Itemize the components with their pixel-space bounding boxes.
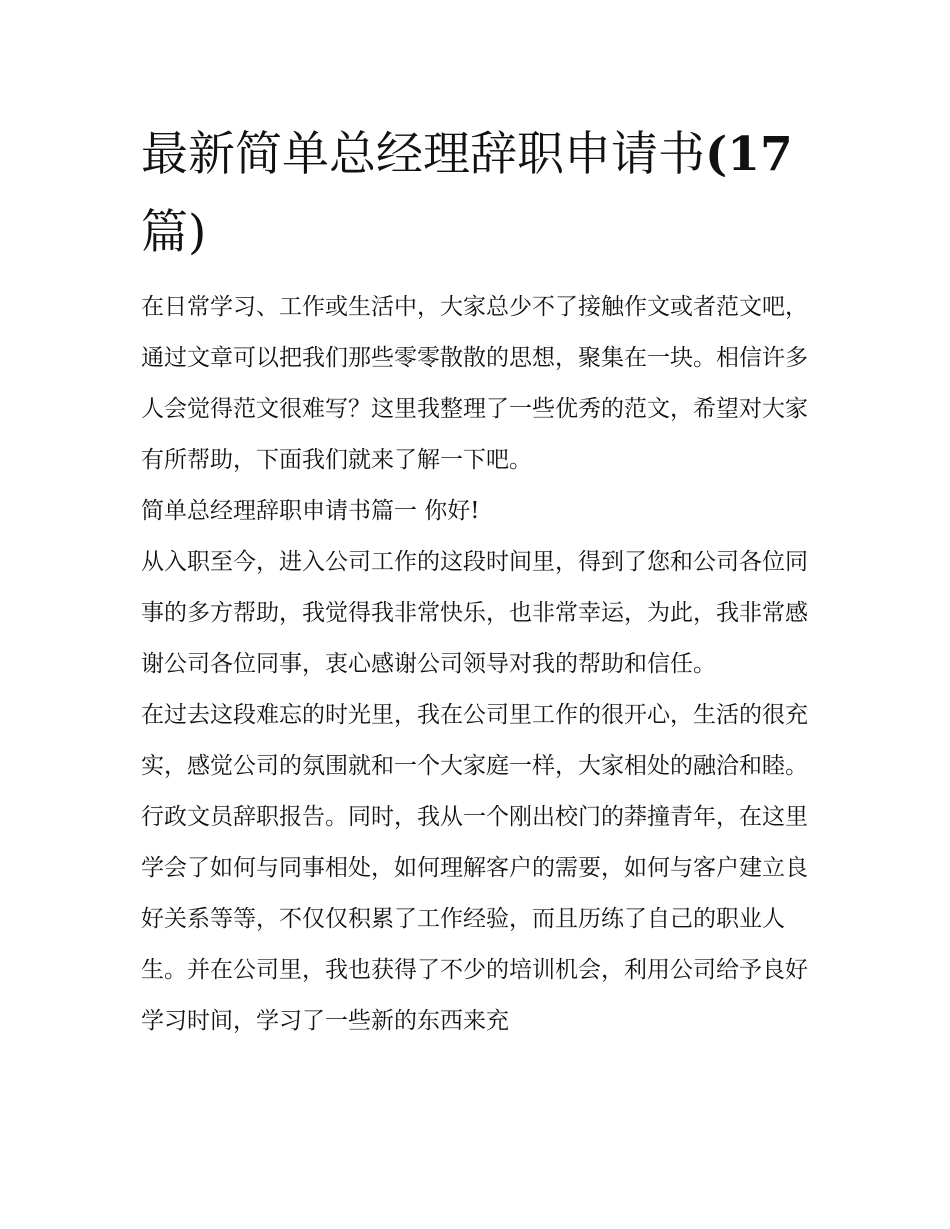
title-count: (17 [705,127,793,182]
document-title [141,116,813,272]
paragraph-intro: 在日常学习、工作或生活中，大家总少不了接触作文或者范文吧，通过文章可以把我们那些零零散散的思想，聚集在一块。相信许多人会觉得范文很难写？这里我整理了一些优秀的范文，希望对大家有所帮助，下面我们就来了解一下吧。 [141,294,808,473]
title-tail: 篇) [141,205,207,260]
paragraph-gratitude: 从入职至今，进入公司工作的这段时间里，得到了您和公司各位同事的多方帮助，我觉得我非常快乐，也非常幸运，为此，我非常感谢公司各位同事，衷心感谢公司领导对我的帮助和信任。 [141,549,808,677]
paragraph-memories: 在过去这段难忘的时光里，我在公司里工作的很开心，生活的很充实，感觉公司的氛围就和一个大家庭一样，大家相处的融洽和睦。行政文员辞职报告。同时，我从一个刚出校门的莽撞青年，在这里学会了如何与同事相处，如何理解客户的需要，如何与客户建立良好关系等等，不仅仅积累了工作经验，而且历练了自己的职业人生。并在公司里，我也获得了不少的培训机会，利用公司给予良好学习时间，学习了一些新的东西来充 [141,702,808,1034]
title-text: 最新简单总经理辞职申请书 [141,127,705,182]
document-body [141,282,813,1047]
document-content [141,116,813,1047]
paragraph-heading-greeting: 简单总经理辞职申请书篇一 你好! [141,498,480,524]
